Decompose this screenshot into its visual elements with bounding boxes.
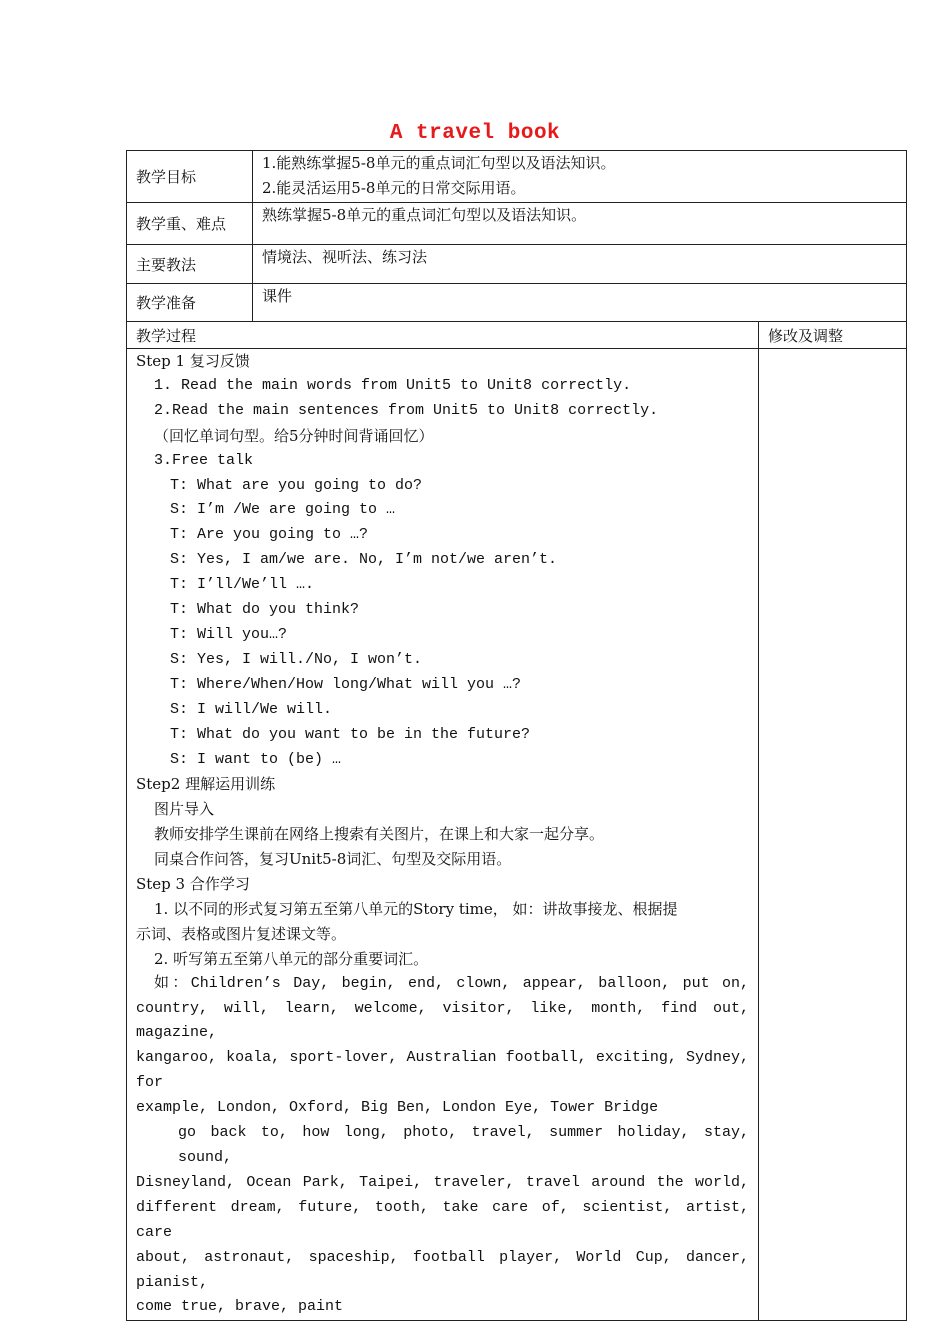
dialogue-line: T: I’ll/We’ll …. (170, 576, 315, 594)
dialogue-line: S: I will/We will. (170, 700, 333, 718)
dialogue-line: T: What do you want to be in the future? (170, 725, 531, 743)
vocab-line: about, astronaut, spaceship, football player, World Cup, dancer, pianist, (136, 1248, 749, 1291)
lesson-plan-table (126, 150, 907, 1321)
process-line: 1. Read the main words from Unit5 to Unit8 correctly. (154, 376, 632, 394)
objectives-label: 教学目标 (127, 151, 253, 203)
step3-heading: Step 3 合作学习 (136, 875, 250, 894)
vocab-line: 如：Children’s Day, begin, end, clown, appear, balloon, put on, (154, 974, 749, 992)
vocab-line: example, London, Oxford, Big Ben, London Eye, Tower Bridge (136, 1099, 659, 1117)
process-header-row (127, 322, 907, 349)
preparation-row (127, 284, 907, 322)
dialogue-line: T: Are you going to …? (170, 526, 369, 544)
process-line: 图片导入 (154, 800, 215, 819)
vocab-line: different dream, future, tooth, take care of, scientist, artist, care (136, 1198, 749, 1241)
methods-label: 主要教法 (127, 245, 253, 284)
adjust-header: 修改及调整 (759, 322, 907, 349)
preparation-label: 教学准备 (127, 284, 253, 322)
vocab-line: Disneyland, Ocean Park, Taipei, traveler, travel around the world, (136, 1173, 749, 1191)
step1-heading: Step 1 复习反馈 (136, 352, 250, 370)
objective-line-2: 2.能灵活运用5-8单元的日常交际用语。 (262, 179, 526, 197)
process-line: 1. 以不同的形式复习第五至第八单元的Story time， 如：讲故事接龙、根据提 (154, 899, 678, 918)
vocab-line: kangaroo, koala, sport-lover, Australian football, exciting, Sydney, for (136, 1049, 749, 1092)
objective-line-1: 1.能熟练掌握5-8单元的重点词汇句型以及语法知识。 (262, 154, 616, 172)
dialogue-line: T: What do you think? (170, 601, 360, 619)
process-line: 3.Free talk (154, 451, 254, 469)
dialogue-line: S: Yes, I am/we are. No, I’m not/we aren’t. (170, 551, 558, 569)
objectives-row (127, 151, 907, 203)
process-line: 同桌合作问答，复习Unit5-8词汇、句型及交际用语。 (154, 850, 512, 869)
process-line: 2. 听写第五至第八单元的部分重要词汇。 (154, 949, 429, 968)
dialogue-line: T: Where/When/How long/What will you …? (170, 675, 522, 693)
dialogue-line: S: I’m /We are going to … (170, 501, 396, 519)
step2-heading: Step2 理解运用训练 (136, 775, 276, 794)
key-points-label: 教学重、难点 (127, 203, 253, 245)
dialogue-line: T: Will you…? (170, 625, 288, 643)
objectives-content (253, 151, 907, 203)
process-content (127, 349, 759, 1321)
process-body-row (127, 349, 907, 1321)
process-line: 教师安排学生课前在网络上搜索有关图片，在课上和大家一起分享。 (154, 825, 605, 844)
key-points-row (127, 203, 907, 245)
preparation-content: 课件 (253, 284, 907, 322)
vocab-line: country, will, learn, welcome, visitor, like, month, find out, magazine, (136, 999, 749, 1042)
vocab-line: go back to, how long, photo, travel, summer holiday, stay, sound, (178, 1124, 749, 1166)
process-line: 2.Read the main sentences from Unit5 to Unit8 correctly. (154, 401, 659, 419)
dialogue-line: S: Yes, I will./No, I won’t. (170, 650, 423, 668)
methods-content: 情境法、视听法、练习法 (253, 245, 907, 284)
process-header: 教学过程 (127, 322, 759, 349)
process-line: 示词、表格或图片复述课文等。 (136, 924, 347, 943)
page-title: A travel book (389, 122, 561, 145)
adjust-content (759, 349, 907, 1321)
vocab-line: come true, brave, paint (136, 1298, 344, 1316)
dialogue-line: T: What are you going to do? (170, 476, 423, 494)
dialogue-line: S: I want to (be) … (170, 750, 342, 768)
key-points-content: 熟练掌握5-8单元的重点词汇句型以及语法知识。 (253, 203, 907, 245)
methods-row (127, 245, 907, 284)
process-line: （回忆单词句型。给5分钟时间背诵回忆） (154, 426, 434, 445)
